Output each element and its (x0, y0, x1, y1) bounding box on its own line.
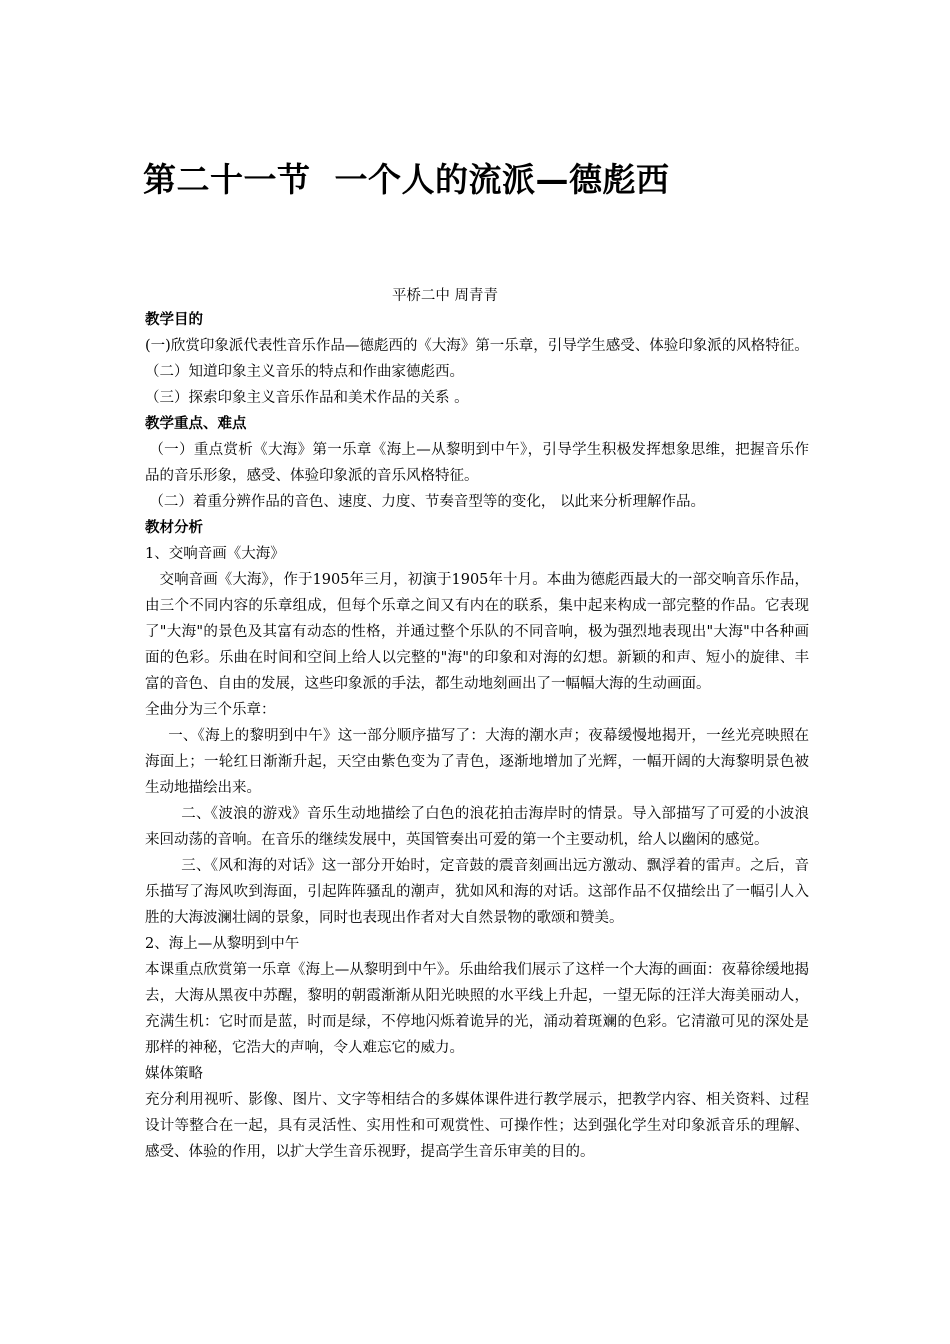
movement-3: 三、《风和海的对话》这一部分开始时，定音鼓的震音刻画出远方激动、飘浮着的雷声。之后，音乐描写了海风吹到海面，引起阵阵骚乱的潮声，犹如风和海的对话。这部作品不仅描绘出了一幅引人入胜的大海波澜壮阔的景象，同时也表现出作者对大自然景物的歌颂和赞美。 (145, 858, 809, 926)
page-title: 第二十一节 一个人的流派—德彪西 (143, 160, 670, 199)
objective-1: (一)欣赏印象派代表性音乐作品—德彪西的《大海》第一乐章，引导学生感受、体验印象派的风格特征。 (145, 338, 809, 354)
keypoint-1: （一）重点赏析《大海》第一乐章《海上—从黎明到中午》，引导学生积极发挥想象思维，把握音乐作品的音乐形象，感受、体验印象派的音乐风格特征。 (145, 442, 809, 484)
objective-3: （三）探索印象主义音乐作品和美术作品的关系 。 (145, 390, 469, 406)
document-body (145, 307, 809, 1165)
movement-1: 一、《海上的黎明到中午》这一部分顺序描写了：大海的潮水声；夜幕缓慢地揭开，一丝光亮映照在海面上；一轮红日渐渐升起，天空由紫色变为了青色，逐渐地增加了光辉，一幅开阔的大海黎明景色被生动地描绘出来。 (145, 728, 809, 796)
analysis-subheading-2: 2、海上—从黎明到中午 (145, 936, 300, 952)
heading-keypoints: 教学重点、难点 (145, 416, 247, 432)
analysis-subheading-1: 1、交响音画《大海》 (145, 546, 285, 562)
objective-2: （二）知道印象主义音乐的特点和作曲家德彪西。 (145, 364, 464, 380)
heading-objectives: 教学目的 (145, 312, 203, 328)
keypoint-2: （二）着重分辨作品的音色、速度、力度、节奏音型等的变化， 以此来分析理解作品。 (149, 494, 705, 510)
analysis-paragraph-1: 交响音画《大海》，作于1905年三月，初演于1905年十月。本曲为德彪西最大的一部交响音乐作品，由三个不同内容的乐章组成，但每个乐章之间又有内在的联系，集中起来构成一部完整的作品。它表现了"大海"的景色及其富有动态的性格，并通过整个乐队的不同音响，极为强烈地表现出"大海"中各种画面的色彩。乐曲在时间和空间上给人以完整的"海"的印象和对海的幻想。新颖的和声、短小的旋律、丰富的音色、自由的发展，这些印象派的手法，都生动地刻画出了一幅幅大海的生动画面。 (145, 572, 809, 692)
heading-media: 媒体策略 (145, 1066, 203, 1082)
heading-analysis: 教材分析 (145, 520, 203, 536)
analysis-paragraph-2: 全曲分为三个乐章： (145, 702, 276, 718)
media-paragraph: 充分利用视听、影像、图片、文字等相结合的多媒体课件进行教学展示，把教学内容、相关资料、过程设计等整合在一起，具有灵活性、实用性和可观赏性、可操作性；达到强化学生对印象派音乐的理解、感受、体验的作用，以扩大学生音乐视野，提高学生音乐审美的目的。 (145, 1092, 809, 1160)
movement-2: 二、《波浪的游戏》音乐生动地描绘了白色的浪花拍击海岸时的情景。导入部描写了可爱的小波浪来回动荡的音响。在音乐的继续发展中，英国管奏出可爱的第一个主要动机，给人以幽闲的感觉。 (145, 806, 809, 848)
author-line: 平桥二中 周青青 (391, 288, 499, 304)
analysis-paragraph-3: 本课重点欣赏第一乐章《海上—从黎明到中午》。乐曲给我们展示了这样一个大海的画面：夜幕徐缓地揭去，大海从黑夜中苏醒，黎明的朝霞渐渐从阳光映照的水平线上升起，一望无际的汪洋大海美丽动人，充满生机：它时而是蓝，时而是绿，不停地闪烁着诡异的光，涌动着斑斓的色彩。它清澈可见的深处是那样的神秘，它浩大的声响，令人难忘它的威力。 (145, 962, 809, 1056)
